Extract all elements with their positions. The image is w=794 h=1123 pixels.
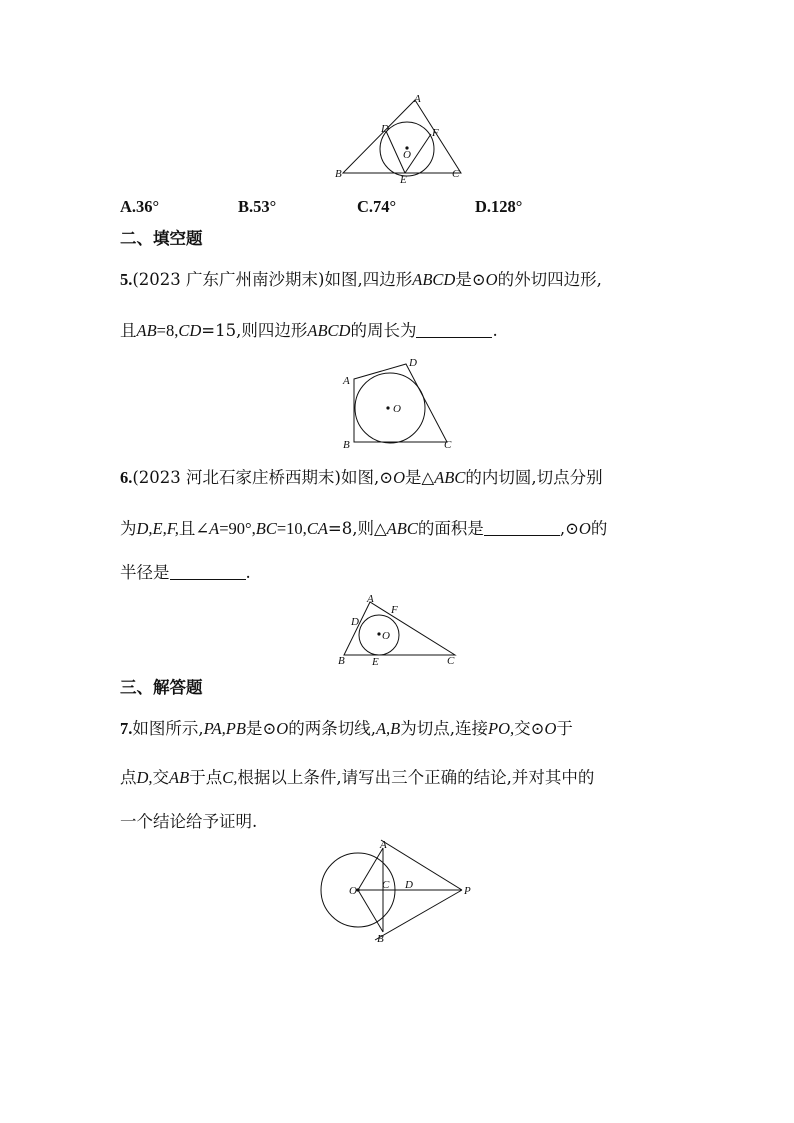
section-solve-heading: 三、解答题 <box>120 678 203 697</box>
label-o: O <box>382 630 390 642</box>
section-fill-in-heading: 二、填空题 <box>120 229 203 248</box>
q6-line3: 半径是 . <box>120 563 251 582</box>
tangent-pb <box>375 890 462 940</box>
q5-line2: 且AB=8,CD=15,则四边形ABCD的周长为 . <box>120 321 498 340</box>
label-a: A <box>414 93 421 105</box>
option-a: A.36° <box>120 197 160 216</box>
option-b: B.53° <box>238 197 277 216</box>
q5-number: 5. <box>120 270 133 289</box>
q7-number: 7. <box>120 719 133 738</box>
option-c: C.74° <box>357 197 397 216</box>
label-c: C <box>452 168 460 180</box>
figure-q7 <box>310 836 482 948</box>
label-e: E <box>400 174 407 186</box>
label-o: O <box>349 885 357 897</box>
q7-line3: 一个结论给予证明. <box>120 812 258 831</box>
center-point <box>386 406 389 409</box>
label-a: A <box>380 839 387 851</box>
q5-line1: 5.(2023 广东广州南沙期末)如图,四边形ABCD是⊙O的外切四边形, <box>120 270 602 289</box>
label-e: E <box>372 656 379 668</box>
inscribed-circle <box>355 373 425 443</box>
q5-source: (2023 广东广州南沙期末) <box>132 270 325 289</box>
q6-line2: 为D,E,F,且∠A=90°,BC=10,CA=8,则△ABC的面积是 ,⊙O的 <box>120 519 608 538</box>
label-f: F <box>432 127 439 139</box>
label-d: D <box>409 357 417 369</box>
triangle-abc <box>343 100 461 173</box>
label-b: B <box>338 655 345 667</box>
label-c: C <box>447 655 455 667</box>
q5-answer-blank[interactable] <box>416 322 492 338</box>
label-b: B <box>343 439 350 451</box>
figure-q4 <box>330 90 470 186</box>
q6-radius-blank[interactable] <box>170 564 246 580</box>
label-a: A <box>367 593 374 605</box>
label-c: C <box>382 879 390 891</box>
label-o: O <box>403 149 411 161</box>
q6-number: 6. <box>120 468 133 487</box>
q6-source: (2023 河北石家庄桥西期末) <box>132 468 341 487</box>
q7-line2: 点D,交AB于点C,根据以上条件,请写出三个正确的结论,并对其中的 <box>120 768 595 787</box>
q6-line1: 6.(2023 河北石家庄桥西期末)如图,⊙O是△ABC的内切圆,切点分别 <box>120 468 603 487</box>
tangent-pa <box>381 840 462 890</box>
label-a: A <box>343 375 350 387</box>
q6-area-blank[interactable] <box>484 520 560 536</box>
center-point <box>377 632 380 635</box>
label-d: D <box>405 879 413 891</box>
label-f: F <box>391 604 398 616</box>
segment-ob <box>358 890 383 932</box>
label-b: B <box>335 168 342 180</box>
label-b: B <box>377 933 384 945</box>
label-p: P <box>464 885 471 897</box>
label-o: O <box>393 403 401 415</box>
label-d: D <box>381 123 389 135</box>
label-c: C <box>444 439 452 451</box>
label-d: D <box>351 616 359 628</box>
figure-q6 <box>334 590 468 668</box>
option-d: D.128° <box>475 197 523 216</box>
triangle-abc <box>344 602 455 655</box>
segment-oa <box>358 848 383 890</box>
q7-line1: 7.如图所示,PA,PB是⊙O的两条切线,A,B为切点,连接PO,交⊙O于 <box>120 719 573 738</box>
figure-q5 <box>338 354 468 454</box>
